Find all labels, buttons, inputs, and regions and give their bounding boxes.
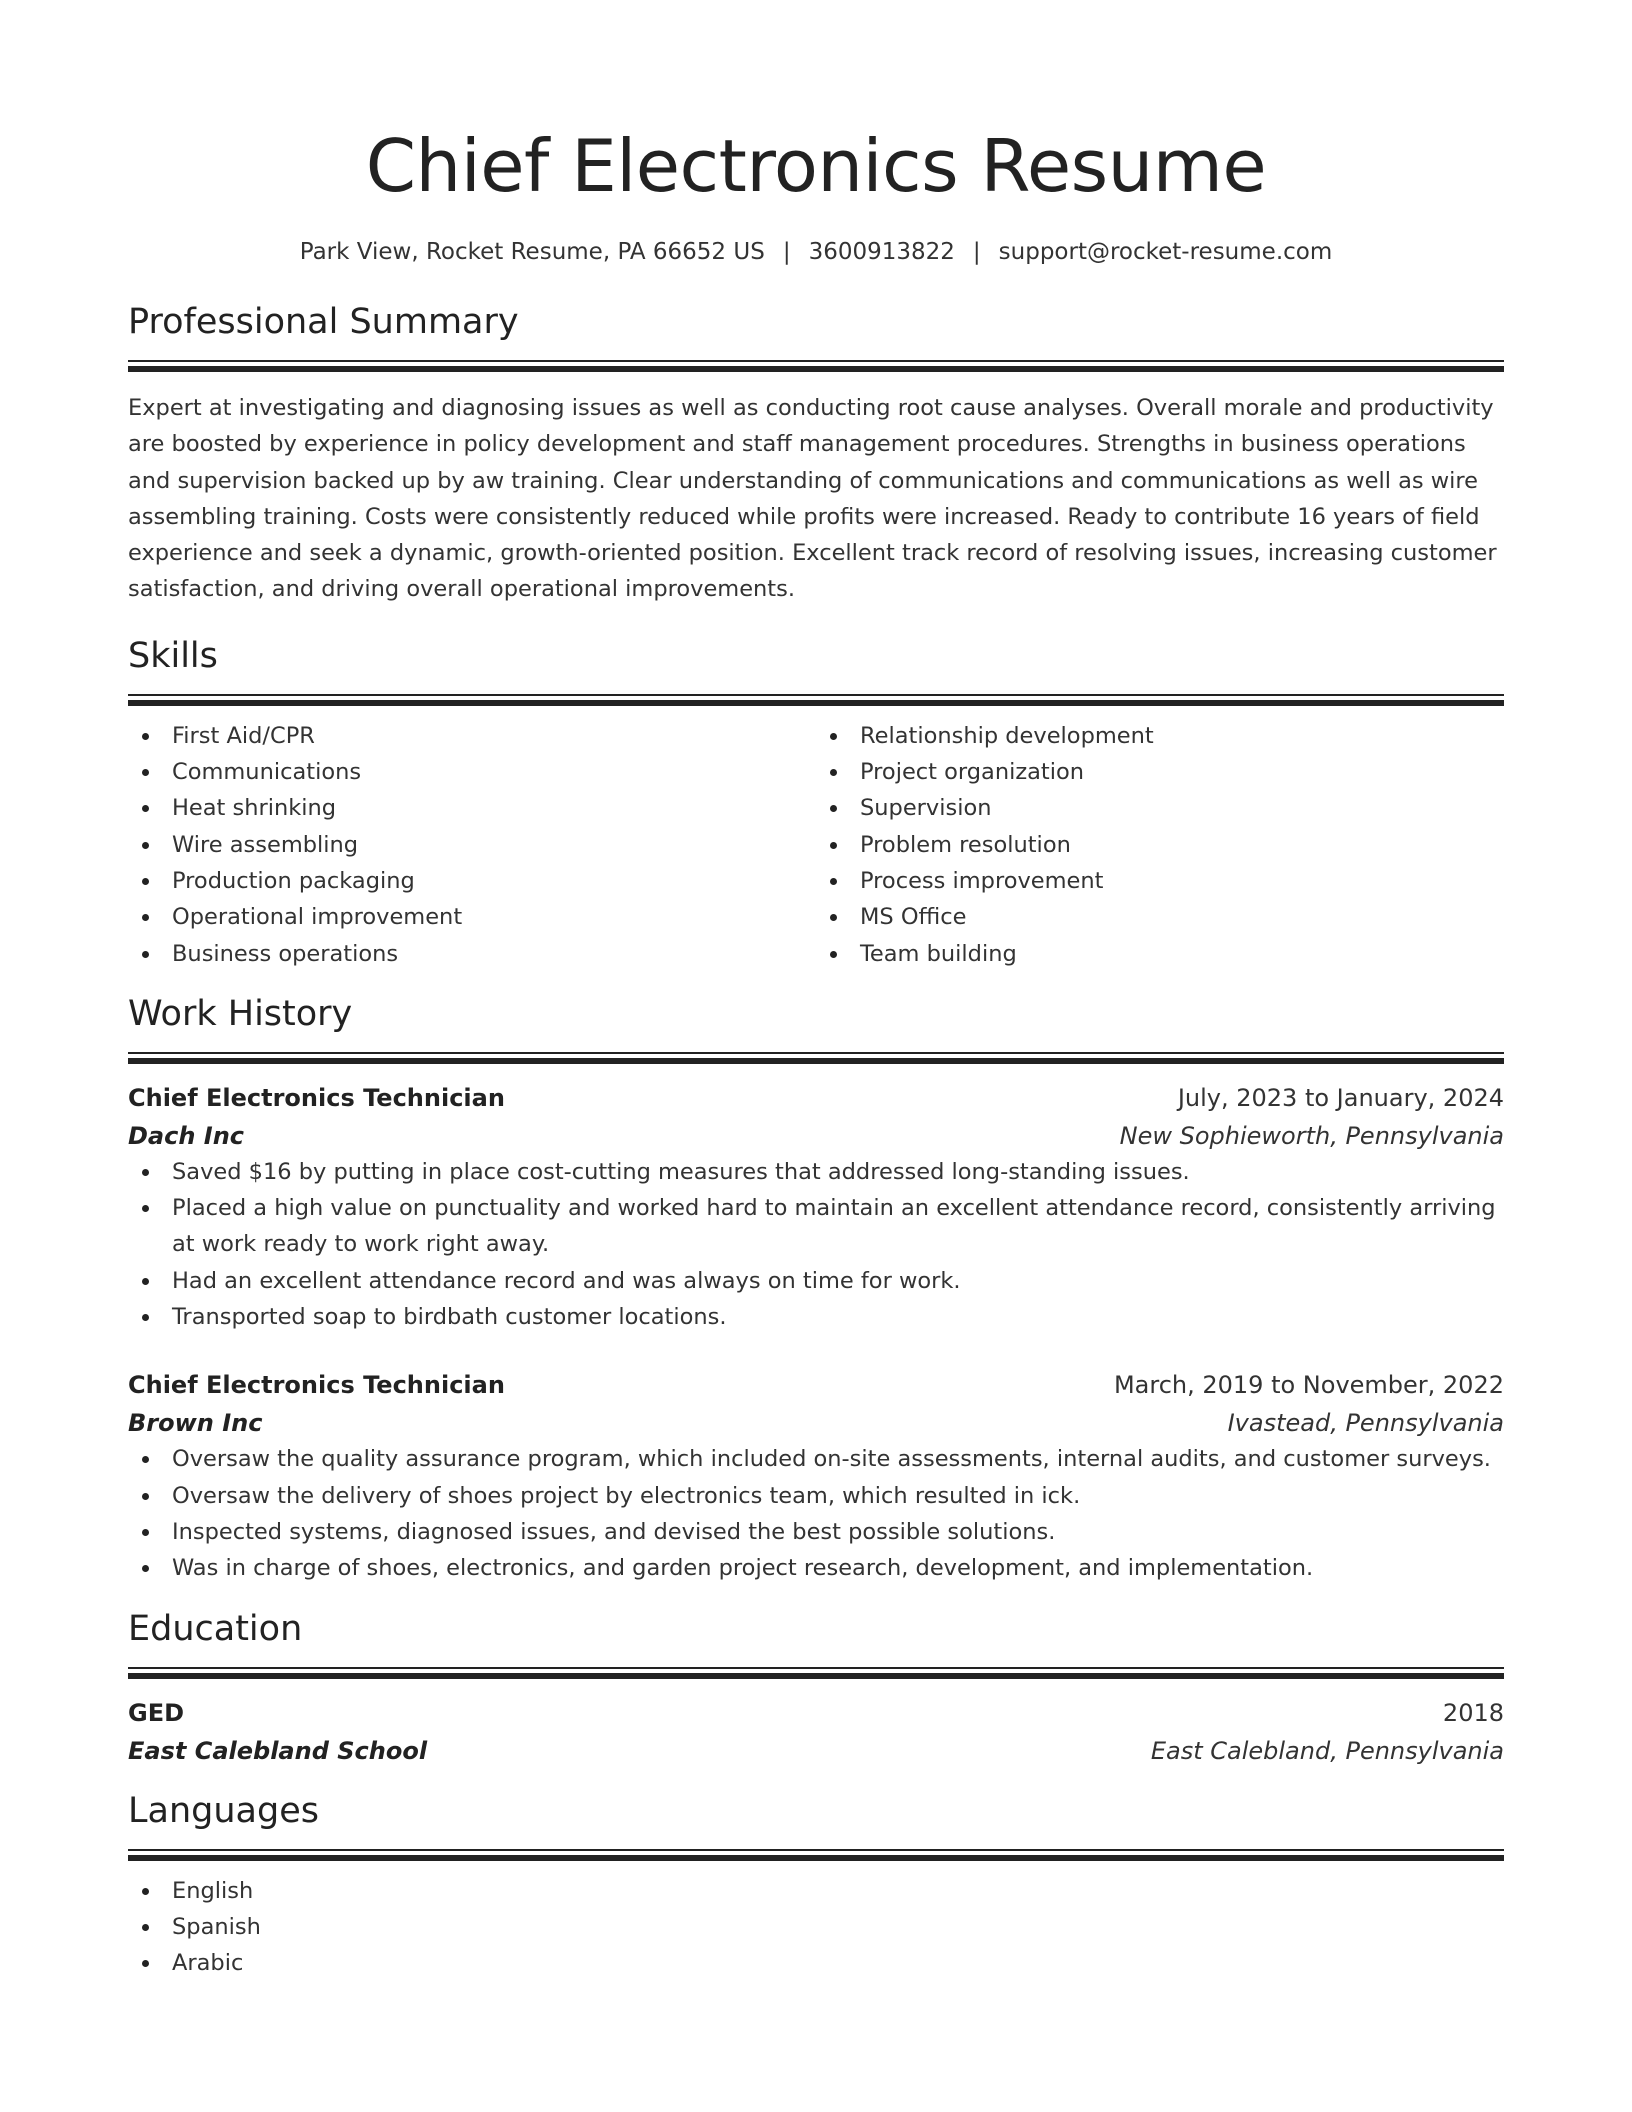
- section-title-summary: Professional Summary: [128, 302, 519, 342]
- section-title-education: Education: [128, 1608, 303, 1649]
- job-company: Brown Inc: [128, 1409, 263, 1438]
- contact-phone: 3600913822: [808, 239, 955, 265]
- job-duty: Oversaw the delivery of shoes project by electronics team, which resulted in ick.: [128, 1478, 1504, 1514]
- education-school: East Calebland School: [128, 1736, 428, 1765]
- skill-item: Business operations: [128, 936, 816, 972]
- skill-item: Production packaging: [128, 863, 816, 899]
- job-duty: Placed a high value on punctuality and worked hard to maintain an excellent attendance record, consistently arriving at work ready to work right away.: [128, 1190, 1504, 1263]
- education-subheader: [128, 1733, 1504, 1769]
- skills-list-left: [128, 718, 816, 972]
- skill-item: MS Office: [816, 899, 1504, 935]
- skill-item: Problem resolution: [816, 827, 1504, 863]
- job-title: Chief Electronics Technician: [128, 1083, 505, 1112]
- contact-separator: |: [972, 239, 981, 265]
- job-location: Ivastead, Pennsylvania: [1227, 1409, 1504, 1438]
- section-divider: [128, 360, 1504, 372]
- job-duty: Had an excellent attendance record and was always on time for work.: [128, 1263, 1504, 1299]
- skill-item: Relationship development: [816, 718, 1504, 754]
- section-divider: [128, 694, 1504, 706]
- education-entry: [128, 1693, 1504, 1769]
- languages-list: [128, 1873, 1504, 1982]
- section-title-skills: Skills: [128, 635, 218, 676]
- skills-columns: [128, 718, 1504, 972]
- skills-list-right: [816, 718, 1504, 972]
- job-entry: [128, 1078, 1504, 1335]
- job-duty: Was in charge of shoes, electronics, and garden project research, development, and implementation.: [128, 1550, 1504, 1586]
- job-duty: Oversaw the quality assurance program, which included on-site assessments, internal audits, and customer surveys.: [128, 1441, 1504, 1477]
- job-entry: [128, 1365, 1504, 1586]
- job-header: [128, 1365, 1504, 1405]
- section-divider: [128, 1849, 1504, 1861]
- skill-item: Project organization: [816, 754, 1504, 790]
- language-item: Spanish: [128, 1909, 1504, 1945]
- section-title-languages: Languages: [128, 1790, 319, 1831]
- job-location: New Sophieworth, Pennsylvania: [1119, 1121, 1504, 1150]
- languages-section: [128, 1787, 1504, 1982]
- skills-section: [128, 632, 1504, 972]
- skill-item: Operational improvement: [128, 899, 816, 935]
- job-duties: [128, 1154, 1504, 1335]
- section-title-work-history: Work History: [128, 993, 353, 1034]
- skill-item: Heat shrinking: [128, 790, 816, 826]
- summary-text: Expert at investigating and diagnosing issues as well as conducting root cause analyses. Overall morale and productivity are boosted by experience in policy development and staff management procedures. Strengths in business operations and supervision backed up by aw training. Clear understanding of communications and communications as well as wire assembling training. Costs were consistently reduced while profits were increased. Ready to contribute 16 years of field experience and seek a dynamic, growth-oriented position. Excellent track record of resolving issues, increasing customer satisfaction, and driving overall operational improvements.: [128, 395, 1497, 603]
- contact-email: support@rocket-resume.com: [998, 239, 1333, 265]
- skill-item: Wire assembling: [128, 827, 816, 863]
- job-duties: [128, 1441, 1504, 1586]
- contact-separator: |: [782, 239, 791, 265]
- job-title: Chief Electronics Technician: [128, 1371, 505, 1400]
- skill-item: First Aid/CPR: [128, 718, 816, 754]
- skill-item: Process improvement: [816, 863, 1504, 899]
- job-subheader: [128, 1405, 1504, 1441]
- education-degree: GED: [128, 1698, 185, 1727]
- job-duty: Transported soap to birdbath customer locations.: [128, 1299, 1504, 1335]
- skill-item: Team building: [816, 936, 1504, 972]
- job-dates: March, 2019 to November, 2022: [1113, 1371, 1504, 1400]
- summary-section: [128, 298, 1504, 608]
- section-divider: [128, 1052, 1504, 1064]
- resume-name: Chief Electronics Resume: [365, 124, 1267, 208]
- education-year: 2018: [1442, 1698, 1504, 1727]
- work-history-section: [128, 990, 1504, 1587]
- job-duty: Inspected systems, diagnosed issues, and devised the best possible solutions.: [128, 1514, 1504, 1550]
- job-dates: July, 2023 to January, 2024: [1177, 1083, 1504, 1112]
- job-company: Dach Inc: [128, 1121, 245, 1150]
- contact-address: Park View, Rocket Resume, PA 66652 US: [299, 239, 765, 265]
- education-location: East Calebland, Pennsylvania: [1150, 1736, 1504, 1765]
- skill-item: Communications: [128, 754, 816, 790]
- skill-item: Supervision: [816, 790, 1504, 826]
- education-section: [128, 1605, 1504, 1769]
- job-duty: Saved $16 by putting in place cost-cutting measures that addressed long-standing issues.: [128, 1154, 1504, 1190]
- language-item: Arabic: [128, 1945, 1504, 1981]
- language-item: English: [128, 1873, 1504, 1909]
- job-header: [128, 1078, 1504, 1118]
- section-divider: [128, 1667, 1504, 1679]
- job-subheader: [128, 1118, 1504, 1154]
- education-header: [128, 1693, 1504, 1733]
- contact-line: [128, 236, 1504, 268]
